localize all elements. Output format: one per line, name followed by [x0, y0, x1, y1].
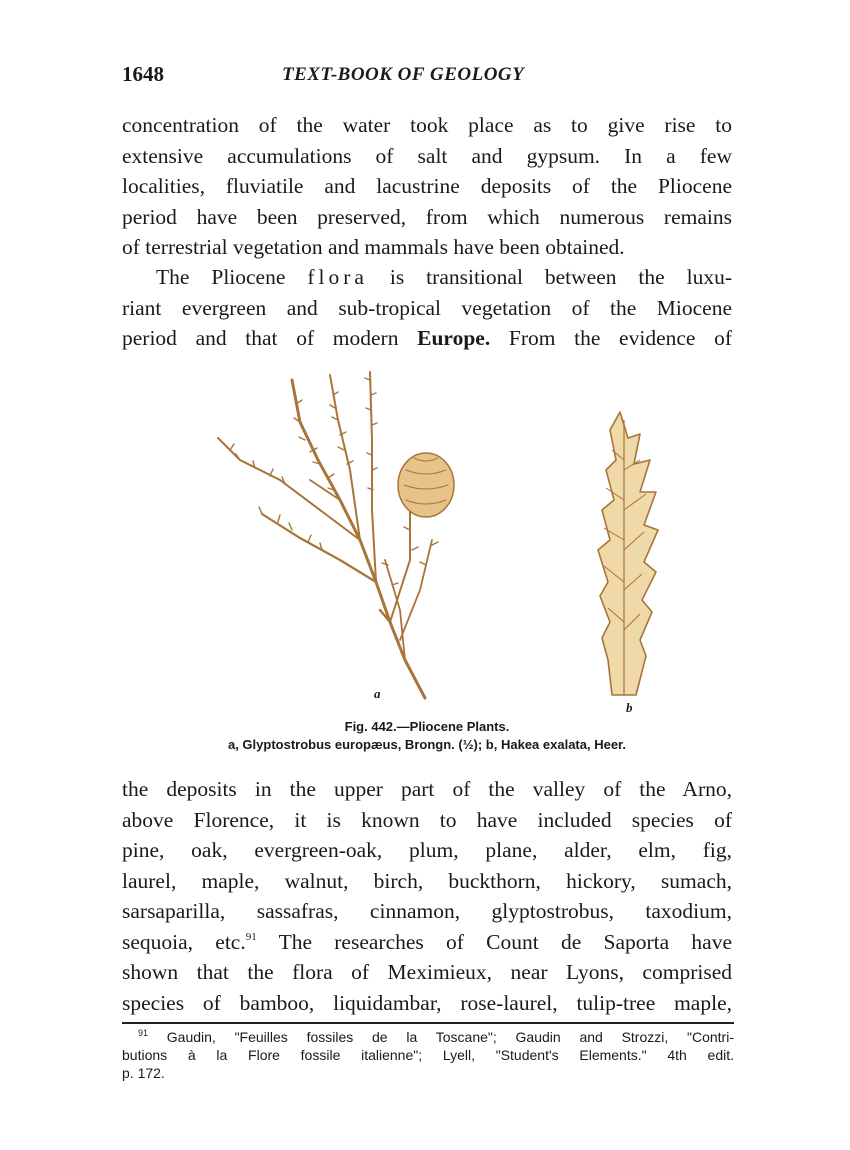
text-line: shown that the flora of Meximieux, near Lyons, comprised — [122, 960, 732, 984]
text-fragment: The researches of Count de Saporta have — [256, 929, 732, 954]
cone — [398, 453, 454, 517]
text-fragment: Gaudin, "Feuilles fossiles de la Toscane"; Gaudin and Strozzi, "Contri- — [148, 1029, 734, 1045]
text-fragment: From the evidence of — [508, 326, 733, 350]
footnote — [122, 1028, 734, 1082]
text-line: period have been preserved, from which numerous remains — [122, 204, 732, 229]
paragraph-3 — [122, 774, 732, 1018]
page-header — [122, 60, 737, 90]
text-line: of terrestrial vegetation and mammals have been obtained. — [122, 235, 625, 259]
text-fragment: sequoia, etc. — [122, 929, 246, 954]
footnote-line — [122, 1028, 734, 1046]
text-line: laurel, maple, walnut, birch, buckthorn, hickory, sumach, — [122, 868, 732, 893]
text-line: species of bamboo, liquidambar, rose-laurel, tulip-tree maple, — [122, 990, 732, 1015]
text-line: sarsaparilla, sassafras, cinnamon, glyptostrobus, taxodium, — [122, 899, 732, 923]
footnote-marker: 91 — [138, 1028, 149, 1038]
text-line: above Florence, it is known to have included species of — [122, 807, 732, 832]
text-line: extensive accumulations of salt and gypsum. In a few — [122, 143, 732, 168]
text-line: localities, fluviatile and lacustrine deposits of the Pliocene — [122, 174, 732, 198]
figure-label-a: a — [374, 686, 381, 701]
footnote-ref: 91 — [245, 930, 257, 943]
figure-label-b: b — [626, 700, 633, 715]
glyptostrobus-branch — [218, 372, 454, 698]
bold-word: Europe. — [417, 326, 491, 350]
text-fragment: The Pliocene — [156, 265, 286, 289]
text-line: concentration of the water took place as to give rise to — [122, 113, 732, 137]
emphasis-word: flora — [307, 265, 368, 289]
hakea-leaf — [598, 412, 658, 695]
text-line — [122, 927, 732, 958]
paragraph-1 — [122, 110, 732, 263]
paragraph-2 — [122, 262, 732, 354]
text-fragment: is transitional between the luxu- — [389, 265, 733, 289]
page-number: 1648 — [122, 62, 164, 86]
footnote-divider — [122, 1022, 734, 1024]
footnote-line: butions à la Flore fossile italienne"; Lyell, "Student's Elements." 4th edit. — [122, 1047, 734, 1063]
text-line — [122, 323, 732, 354]
running-title: TEXT-BOOK OF GEOLOGY — [282, 64, 525, 85]
text-fragment: period and that of modern — [122, 326, 399, 350]
footnote-line: p. 172. — [122, 1065, 165, 1081]
figure-442 — [200, 360, 680, 715]
figure-caption — [122, 718, 732, 754]
caption-detail: a, Glyptostrobus europæus, Brongn. (½); b, Hakea exalata, Heer. — [227, 737, 627, 752]
plant-illustration — [200, 360, 680, 710]
caption-title: Fig. 442.—Pliocene Plants. — [344, 719, 510, 734]
text-line: pine, oak, evergreen-oak, plum, plane, alder, elm, fig, — [122, 838, 732, 862]
text-line — [122, 262, 732, 293]
text-line: riant evergreen and sub-tropical vegetation of the Miocene — [122, 295, 732, 320]
text-line: the deposits in the upper part of the valley of the Arno, — [122, 777, 732, 801]
